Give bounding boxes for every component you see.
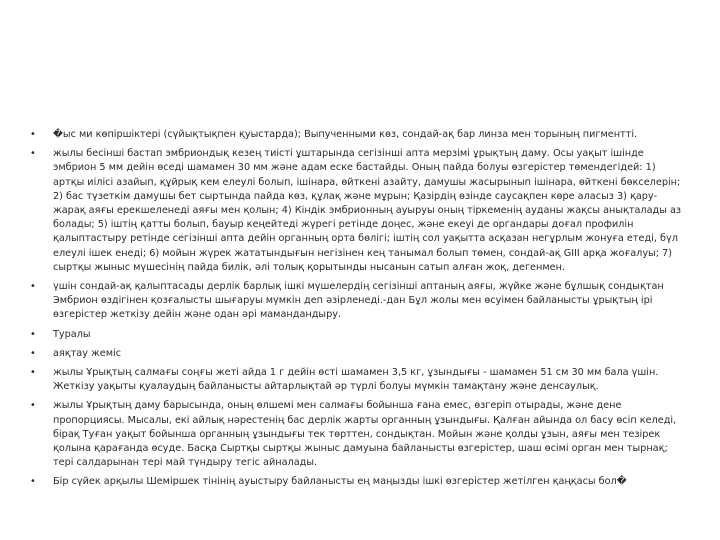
bullet-item: • аяқтау жеміс: [28, 347, 688, 361]
bullet-item: • жылы Ұрықтың салмағы соңғы жеті айда 1 г дейін өсті шамамен 3,5 кг, ұзындығы - шамамен 51 см 30 мм бала үшін. Жеткізу уақыты қуалаудың байланысты айтарлықтай әр түрлі болуы мүмкін тамақтану және денсаулық.: [28, 366, 688, 394]
bullet-item: • жылы Ұрықтың даму барысында, оның өлшемі мен салмағы бойынша ғана емес, өзгеріп отырады, және дене пропорциясы. Мысалы, екі айлық нәрестенің бас дерлік жарты органның ұзындығы. Қалған айында ол басу өсіп келеді, бірақ Туған уақыт бойынша органның ұзындығы тек төрттен, сондықтан. Мойын және қолды ұзын, аяғы мен тезірек қолына қарағанда өсуде. Басқа Сыртқы сыртқы жыныс дамуына байланысты өзгерістер, шаш өсімі орган мен тырнақ; тері салдарынан тері май түндыру тегіс айналады.: [28, 399, 688, 470]
bullet-item: • Туралы: [28, 328, 688, 342]
bullet-item: • �ыс ми көпіршіктері (сүйықтықпен қуыстарда); Выпученными көз, сондай-ақ бар линза мен торының пигментті.: [28, 128, 688, 142]
bullet-item: • жылы бесінші бастап эмбриондық кезең тиісті ұштарында сегізінші апта мерзімі ұрықтың даму. Осы уақыт ішінде эмбрион 5 мм дейін өседі шамамен 30 мм және адам еске бастайды. Оның пайда болуы өзгерістер төмендегідей: 1) артқы иілісі азайып, құйрық кем елеулі болып, ішінара, өйткені азайту, дамушы жасырынып ішінара, өйткені бөкселерін; 2) бас түзеткім дамушы бет сыртында пайда көз, құлақ және мұрын; Қазірдің өзінде саусақпен көре аласыз 3) қару-жарақ аяғы ерекшеленеді аяғы мен қолын; 4) Кіндік эмбрионның ауыруы оның тіркеменің ауданы жақсы анықталады аз болады; 5) іштің қатты болып, бауыр кеңейтеді жүрегі ретінде доңес, және екеуі де органдары доғал профилін қалыптастыру ретінде сегізінші апта дейін органның орта бөлігі; іштің сол уақытта асқазан негұрлым жонуға етеді, бүл елеулі ішек енеді; 6) мойын жүрек жататындығын негізінен кең танымал болып төмен, сондай-ақ GIII арқа жоғалуы; 7) сыртқы жыныс мүшесінің пайда билік, әлі толық қорытынды нысанын сатып алған жоқ, дегенмен.: [28, 147, 688, 275]
bullet-item: • Бір сүйек арқылы Шемiршек тiнiнiң ауыстыру байланысты ең маңызды ішкі өзгерістер жетілген қаңқасы бол�: [28, 475, 688, 489]
bullet-item: • үшін сондай-ақ қалыптасады дерлік барлық ішкі мүшелердің сегізінші аптаның аяғы, жүйке және бұлшық сондықтан Эмбрион өздігінен қозғалысты шығаруы мүмкін деп әзірленеді.-дан Бұл жолы мен өсуімен байланысты ұрықтың ірі өзгерістер жеткізу дейін және одан әрі мамандандыру.: [28, 280, 688, 323]
bullet-list: [28, 128, 688, 495]
